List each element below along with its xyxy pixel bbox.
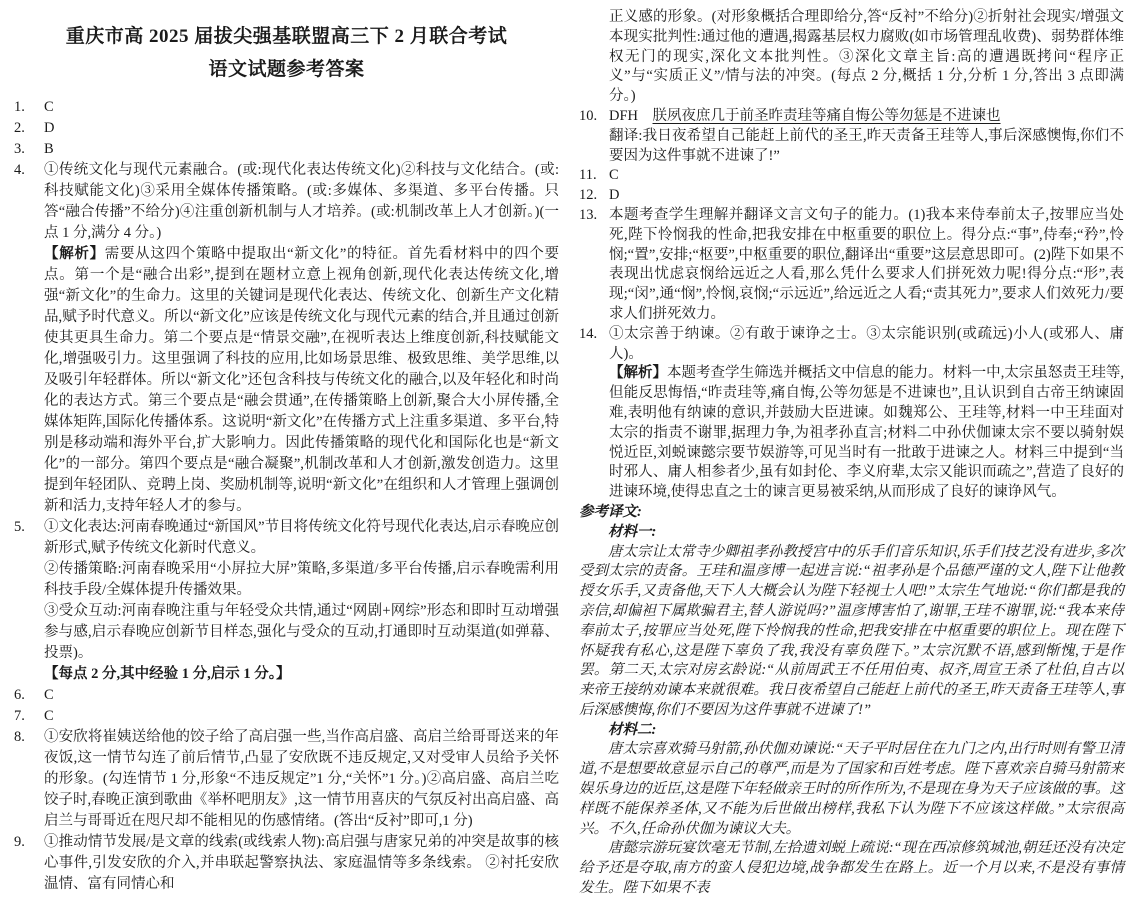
answer-paragraph: D [609,187,620,204]
translation-paragraph: 唐太宗喜欢骑马射箭,孙伏伽劝谏说:“天子平时居住在九门之内,出行时则有警卫清道,不是想要故意显示自己的尊严,而是为了国家和百姓考虑。陛下喜欢亲自骑马射箭来娱乐身边的近臣,这是陛下年轻做亲王时的所作所为,不是现在身为天子应该做的事。这样既不能保养圣体,又不能为后世做出榜样,我私下认为陛下不应该这样做。”太宗很高兴。不久,任命孙伏伽为谏议大夫。 [579,741,1124,837]
item-text [609,8,1124,107]
answer-paragraph: 正义感的形象。(对形象概括合理即给分,答“反衬”不给分)②折射社会现实/增强文本现实批判性:通过他的遭遇,揭露基层权力腐败(如市场管理乱收费)、弱势群体维权无门的现实,深化文本批判性。③深化文章主旨:高的遭遇既拷问“程序正义”与“实质正义”/情与法的冲突。(每点 2 分,概括 1 分,分析 1 分,答出 3 点即满分。) [609,9,1124,105]
item-number: 7. [14,708,25,724]
item-number: 10. [579,107,598,124]
item-number: 13. [579,206,598,223]
item-number: 1. [14,99,25,115]
answer-paragraph: C [44,687,54,703]
item-number: 14. [579,325,598,342]
answer-item-6 [14,685,559,706]
document-title [14,20,559,86]
answer-paragraph: ②传播策略:河南春晚采用“小屏拉大屏”策略,多渠道/多平台传播,启示春晚需利用科技手段/全媒体提升传播效果。 [44,561,559,598]
answer-paragraph: C [609,167,619,184]
answer-paragraph: 【解析】需要从这四个策略中提取出“新文化”的特征。首先看材料中的四个要点。第一个是“融合出彩”,提到在题材立意上视角创新,现代化表达传统文化,增强“新文化”的生命力。这里的关键词是现代化表达、传统文化、创新生产文化精品,赋予时代意义。所以“新文化”应该是传统文化与现代元素的结合,并且通过创新使其更具生命力。第二个要点是“情景交融”,在视听表达上维度创新,科技赋能文化,增强吸引力。这里强调了科技的应用,比如场景思维、极致思维、美学思维,以及吸引年轻群体。所以“新文化”还包含科技与传统文化的融合,以及年轻化和时尚化的表达方式。第三个要点是“融会贯通”,在传播策略上创新,聚合大小屏传播,全媒体矩阵,国际化传播体系。这说明“新文化”在传播方式上注重多渠道、多平台,特别是移动端和海外平台,扩大影响力。因此传播策略的现代化和国际化也是“新文化”的一部分。第四个要点是“融合凝聚”,机制改革和人才创新,激发创造力。这里提到年轻团队、竞聘上岗、奖励机制等,说明“新文化”在组织和人才管理上强调创新和活力,支持年轻人才的参与。 [44,246,559,514]
translation-heading: 参考译文: [579,503,642,520]
item-text [609,166,1124,186]
translation-paragraph: 唐太宗让太常寺少卿祖孝孙教授宫中的乐手们音乐知识,乐手们技艺没有进步,多次受到太宗的责备。王珪和温彦博一起进言说:“祖孝孙是个品德严谨的文人,陛下让他教授女乐手,又责备他,天下人大概会认为陛下轻视士人吧!”太宗生气地说:“你们都是我的亲信,却偏袒下属欺骗君主,替人游说吗?”温彦博害怕了,谢罪,王珪不谢罪,说:“我本来侍奉前太子,按罪应当处死,陛下怜悯我的性命,把我安排在中枢重要的职位上。现在陛下怀疑我有私心,这是陛下辜负了我,我没有辜负陛下。”太宗沉默不语,感到惭愧,于是作罢。第二天,太宗对房玄龄说:“从前周武王不任用伯夷、叔齐,周宣王杀了杜伯,自古以来帝王接纳劝谏本来就很难。我日夜希望自己能赶上前代的圣王,昨天责备王珪等人,事后深感懊悔,你们不要因为这件事就不进谏了!” [579,543,1124,718]
item-text [609,325,1124,503]
answer-paragraph: ①推动情节发展/是文章的线索(或线索人物):高启强与唐家兄弟的冲突是故事的核心事件,引发安欣的介入,并串联起警察执法、家庭温情等多条线索。 ②衬托安欣温情、富有同情心和 [44,834,559,892]
answer-paragraph: ①安欣将崔姨送给他的饺子给了高启强一些,当作高启盛、高启兰给哥哥送来的年夜饭,这一情节勾连了前后情节,凸显了安欣既不违反规定,又对受审人员给予关怀的形象。(勾连情节 1 分,形象“不违反规定”1 分,“关怀”1 分。)②高启盛、高启兰吃饺子时,春晚正演到歌曲《举杯吧朋友》,这一情节用喜庆的气氛反衬出高启盛、高启兰与哥哥近在咫尺却不能相见的伤感情绪。(答出“反衬”即可,1 分) [44,729,559,829]
translation-paragraph: 唐懿宗游玩宴饮毫无节制,左拾遗刘蜕上疏说:“现在西凉修筑城池,朝廷还没有决定给予还是夺取,南方的蛮人侵犯边境,战争都发生在路上。近一个月以来,不是没有事情发生。陛下如果不表 [579,840,1124,897]
answer-paragraph: 本题考查学生理解并翻译文言文句子的能力。(1)我本来侍奉前太子,按罪应当处死,陛下怜悯我的性命,把我安排在中枢重要的职位上。得分点:“事”,侍奉;“矜”,怜悯;“置”,安排;“枢要”,中枢重要的职位,翻译出“重要”这层意思即可。(2)陛下如果不表现出忧虑哀悯给远近之人看,那么凭什么要求人们拼死效力呢!得分点:“形”,表现;“闵”,通“悯”,怜悯,哀悯;“示远近”,给远近之人看;“责其死力”,要求人们效死力/要求人们拼死效力。 [609,206,1124,322]
item-text [609,186,1124,206]
answer-item-11 [579,166,1124,186]
answers-list-left [14,97,559,895]
translation-blocks [579,523,1124,899]
answer-item-2 [14,118,559,139]
answer-paragraph: 【每点 2 分,其中经验 1 分,启示 1 分。】 [44,666,291,682]
item-number: 12. [579,187,598,204]
item-text [44,160,559,517]
answer-item-9 [14,832,559,895]
item-number: 5. [14,519,25,535]
item-number: 11. [579,167,597,184]
item-text [44,97,559,118]
answer-item-7 [14,706,559,727]
answer-paragraph: ①传统文化与现代元素融合。(或:现代化表达传统文化)②科技与文化结合。(或:科技赋能文化)③采用全媒体传播策略。(或:多媒体、多渠道、多平台传播。只答“融合传播”不给分)④注重创新机制与人才培养。(或:机制改革上人才创新。)(一点 1 分,满分 4 分。) [44,162,559,241]
answer-item-5 [14,517,559,685]
answers-list-right [579,8,1124,503]
answer-paragraph: C [44,708,54,724]
answer-item-1 [14,97,559,118]
answer-paragraph: C [44,99,54,115]
item-number: 9. [14,834,25,850]
item-text [44,139,559,160]
item-number: 8. [14,729,25,745]
answer-item-3 [14,139,559,160]
answer-paragraph: ①太宗善于纳谏。②有敢于谏诤之士。③太宗能识别(或疏远)小人(或邪人、庸人)。 [609,325,1124,362]
answer-paragraph: ①文化表达:河南春晚通过“新国风”节目将传统文化符号现代化表达,启示春晚应创新形式,赋予传统文化新时代意义。 [44,519,559,556]
answer-item-14 [579,325,1124,503]
answer-item-10 [579,107,1124,166]
item-number: 4. [14,162,25,178]
item-number: 2. [14,120,25,136]
item-text [44,832,559,895]
answer-paragraph: 【解析】本题考查学生筛选并概括文中信息的能力。材料一中,太宗虽怒责王珪等,但能反思悔悟,“昨责珪等,痛自悔,公等勿惩是不进谏也”,且认识到自古帝王纳谏固难,表明他有纳谏的意识,并鼓励大臣进谏。如魏郑公、王珪等,材料一中王珪面对太宗的指责不谢罪,据理力争,为祖孝孙直言;材料二中孙伏伽谏太宗不要以骑射娱悦近臣,刘蜕谏懿宗要节娱游等,可见当时有一批敢于进谏之人。材料三中提到“当时邪人、庸人相参者少,虽有如封伦、李义府辈,太宗又能识而疏之”,营造了良好的进谏环境,使得忠直之士的谏言更易被采纳,从而形成了良好的谏诤风气。 [609,365,1125,501]
item-text [44,727,559,832]
answer-item-continuation [579,8,1124,107]
answer-paragraph: B [44,141,54,157]
item-number: 3. [14,141,25,157]
material-label: 材料二: [608,721,657,738]
answer-paragraph: D [44,120,55,136]
answer-paragraph: DFH 朕夙夜庶几于前圣昨责珪等痛自悔公等勿惩是不进谏也 [609,107,1001,124]
answer-item-13 [579,206,1124,325]
answer-paragraph: 翻译:我日夜希望自己能赶上前代的圣王,昨天责备王珪等人,事后深感懊悔,你们不要因为这件事就不进谏了!” [609,127,1124,164]
answer-item-4 [14,160,559,517]
item-text [44,685,559,706]
item-number [579,8,609,107]
title-line-1: 重庆市高 2025 届拔尖强基联盟高三下 2 月联合考试 [65,26,508,47]
item-text [44,706,559,727]
item-number: 6. [14,687,25,703]
item-text [609,206,1124,325]
item-text [609,107,1124,166]
material-label: 材料一: [608,523,657,540]
answer-item-8 [14,727,559,832]
right-column [579,8,1125,897]
item-text [44,118,559,139]
answer-item-12 [579,186,1124,206]
item-text [44,517,559,685]
title-line-2: 语文试题参考答案 [208,59,365,80]
left-column [14,8,559,892]
reference-translation-section [579,503,1124,899]
answer-paragraph: ③受众互动:河南春晚注重与年轻受众共情,通过“网剧+网综”形态和即时互动增强参与感,启示春晚应创新节目样态,强化与受众的互动,打通即时互动渠道(如弹幕、投票)。 [44,603,559,661]
